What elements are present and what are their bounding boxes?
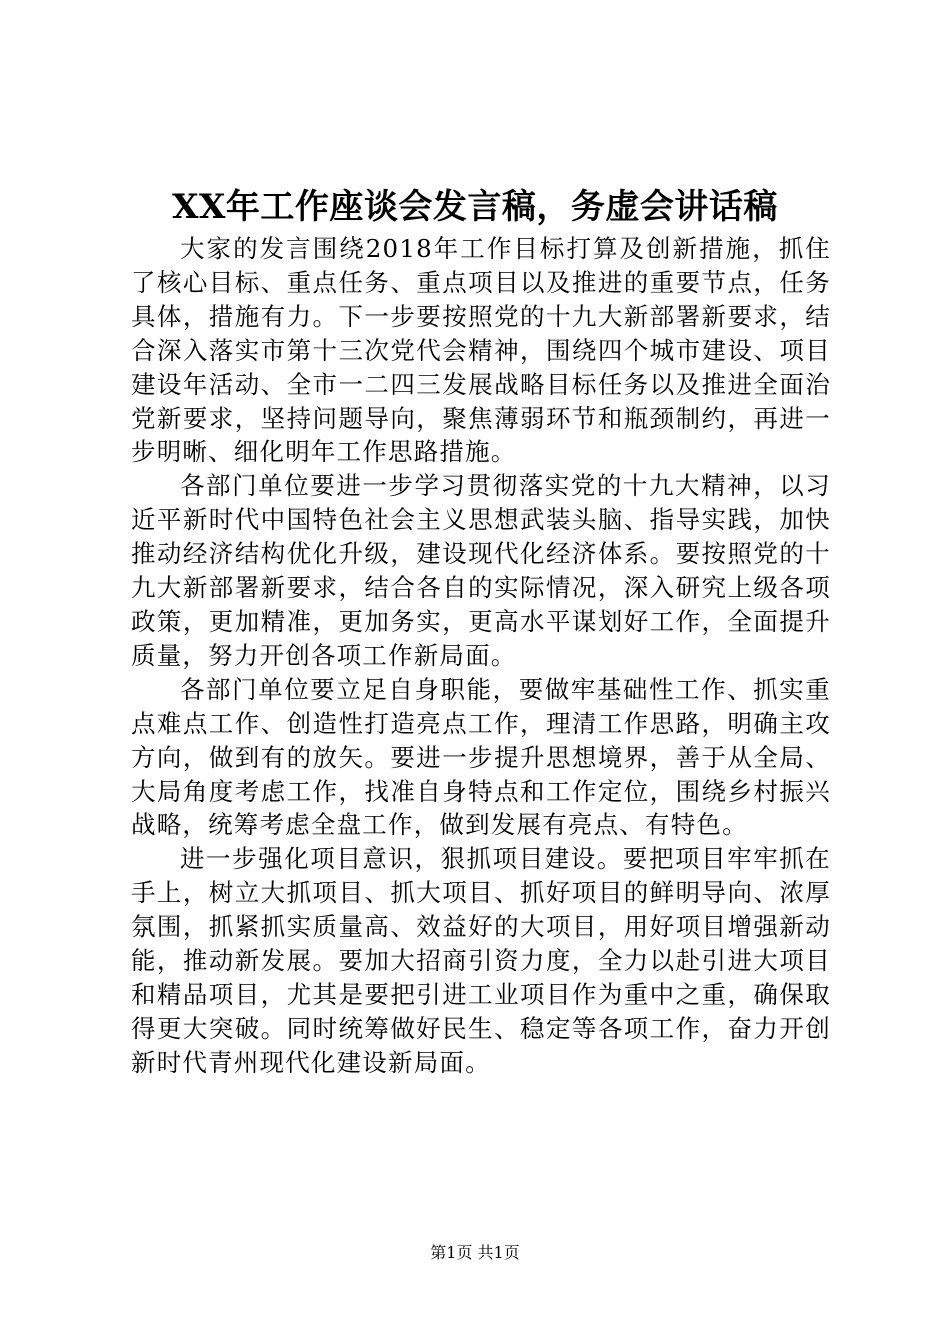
paragraph-3: 各部门单位要立足自身职能，要做牢基础性工作、抓实重点难点工作、创造性打造亮点工作，理清工作思路，明确主攻方向，做到有的放矢。要进一步提升思想境界，善于从全局、大局角度考虑工作，找准自身特点和工作定位，围绕乡村振兴战略，统筹考虑全盘工作，做到发展有亮点、有特色。 bbox=[131, 674, 831, 840]
paragraph-2: 各部门单位要进一步学习贯彻落实党的十九大精神，以习近平新时代中国特色社会主义思想武装头脑、指导实践，加快推动经济结构优化升级，建设现代化经济体系。要按照党的十九大新部署新要求，结合各自的实际情况，深入研究上级各项政策，更加精准，更加务实，更高水平谋划好工作，全面提升质量，努力开创各项工作新局面。 bbox=[131, 471, 831, 670]
document-title: XX年工作座谈会发言稿，务虚会讲话稿 bbox=[172, 187, 778, 227]
page-footer: 第1页 共1页 bbox=[430, 1243, 520, 1262]
document-body bbox=[131, 232, 831, 1080]
paragraph-1: 大家的发言围绕2018年工作目标打算及创新措施，抓住了核心目标、重点任务、重点项目以及推进的重要节点，任务具体，措施有力。下一步要按照党的十九大新部署新要求，结合深入落实市第十三次党代会精神，围绕四个城市建设、项目建设年活动、全市一二四三发展战略目标任务以及推进全面治党新要求，坚持问题导向，聚焦薄弱环节和瓶颈制约，再进一步明晰、细化明年工作思路措施。 bbox=[131, 234, 831, 467]
paragraph-4: 进一步强化项目意识，狠抓项目建设。要把项目牢牢抓在手上，树立大抓项目、抓大项目、抓好项目的鲜明导向、浓厚氛围，抓紧抓实质量高、效益好的大项目，用好项目增强新动能，推动新发展。要加大招商引资力度，全力以赴引进大项目和精品项目，尤其是要把引进工业项目作为重中之重，确保取得更大突破。同时统筹做好民生、稳定等各项工作，奋力开创新时代青州现代化建设新局面。 bbox=[131, 844, 831, 1077]
